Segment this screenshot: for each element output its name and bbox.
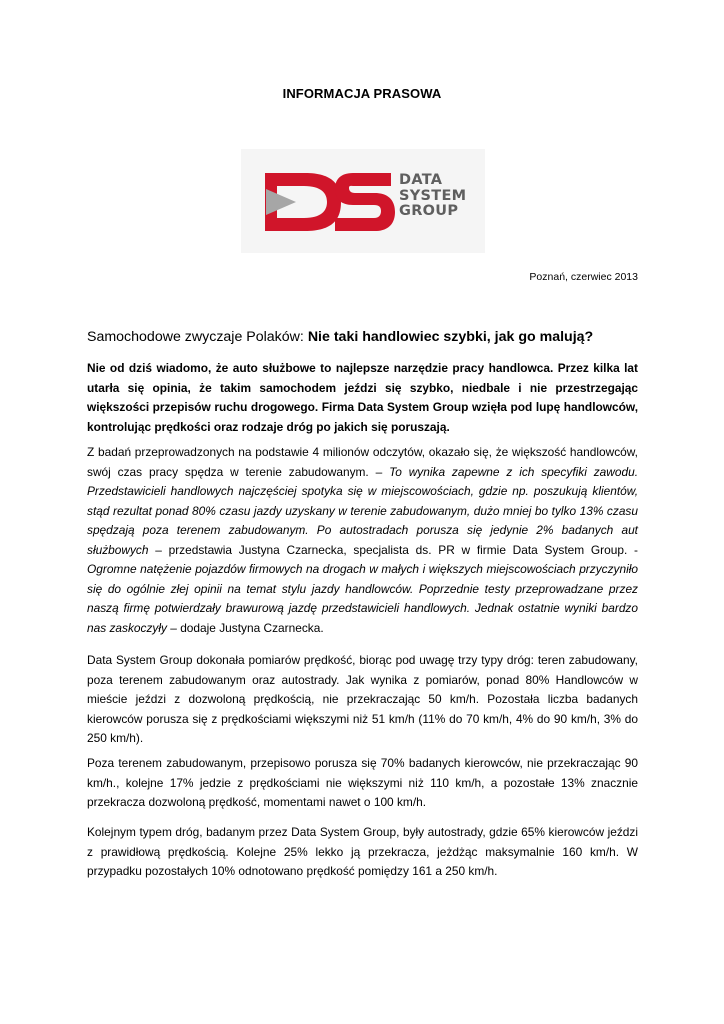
lead-paragraph: Nie od dziś wiadomo, że auto służbowe to najlepsze narzędzie pracy handlowca. Przez kilka lat utarła się opinia, że takim samochodem jeździ się szybko, niedbale i nie przestrzegając większości przepisów ruchu drogowego. Firma Data System Group wzięła pod lupę handlowców, kontrolując prędkości oraz rodzaje dróg po jakich się poruszają. <box>87 361 638 434</box>
p1-intro: Z badań przeprowadzonych na podstawie 4 milionów odczytów, okazało się, że większość handlowców, swój czas pracy spędza w terenie zabudowanym. – <box>87 445 638 479</box>
paragraph-1 <box>87 443 638 638</box>
logo-wordmark <box>399 173 466 220</box>
logo-text-system: SYSTEM <box>399 187 467 204</box>
headline-title: Nie taki handlowiec szybki, jak go malują? <box>307 329 594 345</box>
logo-text-group: GROUP <box>399 203 459 219</box>
logo-triangle <box>266 189 296 215</box>
paragraph-2: Data System Group dokonała pomiarów prędkość, biorąc pod uwagę trzy typy dróg: teren zabudowany, poza terenem zabudowanym oraz autostrady. Jak wynika z pomiarów, ponad 80% Handlowców w mieście jeździ z dozwoloną prędkością, nie przekraczając 50 km/h. Pozostała liczba badanych kierowców porusza się z prędkościami większymi niż 51 km/h (11% do 70 km/h, 4% do 90 km/h, 3% do 250 km/h). <box>87 653 638 745</box>
p1-quote-1: To wynika zapewne z ich specyfiki zawodu. Przedstawicieli handlowych najczęściej spotyka się w miejscowościach, gdzie np. poszukują klientów, stąd rezultat ponad 80% czasu jazdy uzyskany w terenie zabudowanym, dużo mniej bo tylko 13% czasu spędzają poza terenem zabudowanym. Po autostradach porusza się jedynie 2% badanych aut służbowych <box>87 464 638 557</box>
headline-prefix: Samochodowe zwyczaje Polaków: <box>87 329 308 345</box>
date-place: Poznań, czerwiec 2013 <box>529 271 638 283</box>
company-logo <box>241 149 485 253</box>
p1-attribution-1: – przedstawia Justyna Czarnecka, specjalista ds. PR w firmie Data System Group. - <box>148 542 638 557</box>
logo-text-data: DATA <box>399 172 443 188</box>
page-title: INFORMACJA PRASOWA <box>282 86 442 101</box>
p1-attribution-2: – dodaje Justyna Czarnecka. <box>166 620 324 635</box>
paragraph-3: Poza terenem zabudowanym, przepisowo porusza się 70% badanych kierowców, nie przekraczając 90 km/h., kolejne 17% jedzie z prędkościami nie większymi niż 110 km/h, a pozostałe 13% znacznie przekracza dozwoloną prędkość, momentami nawet o 100 km/h. <box>87 756 638 809</box>
logo-letter-s <box>335 173 395 231</box>
article-headline <box>87 329 647 345</box>
p1-quote-2: Ogromne natężenie pojazdów firmowych na drogach w małych i większych miejscowościach przyczyniło się do ogólnie złej opinii na temat stylu jazdy handlowców. Poprzednie testy przeprowadzane przez naszą firmę potwierdzały brawurową jazdę przedstawicieli handlowych. Jednak ostatnie wyniki bardzo nas zaskoczyły <box>87 562 638 635</box>
paragraph-4: Kolejnym typem dróg, badanym przez Data System Group, były autostrady, gdzie 65% kierowców jeździ z prawidłową prędkością. Kolejne 25% lekko ją przekracza, jeżdżąc maksymalnie 160 km/h. W przypadku pozostałych 10% odnotowano prędkość pomiędzy 161 a 250 km/h. <box>87 825 638 878</box>
